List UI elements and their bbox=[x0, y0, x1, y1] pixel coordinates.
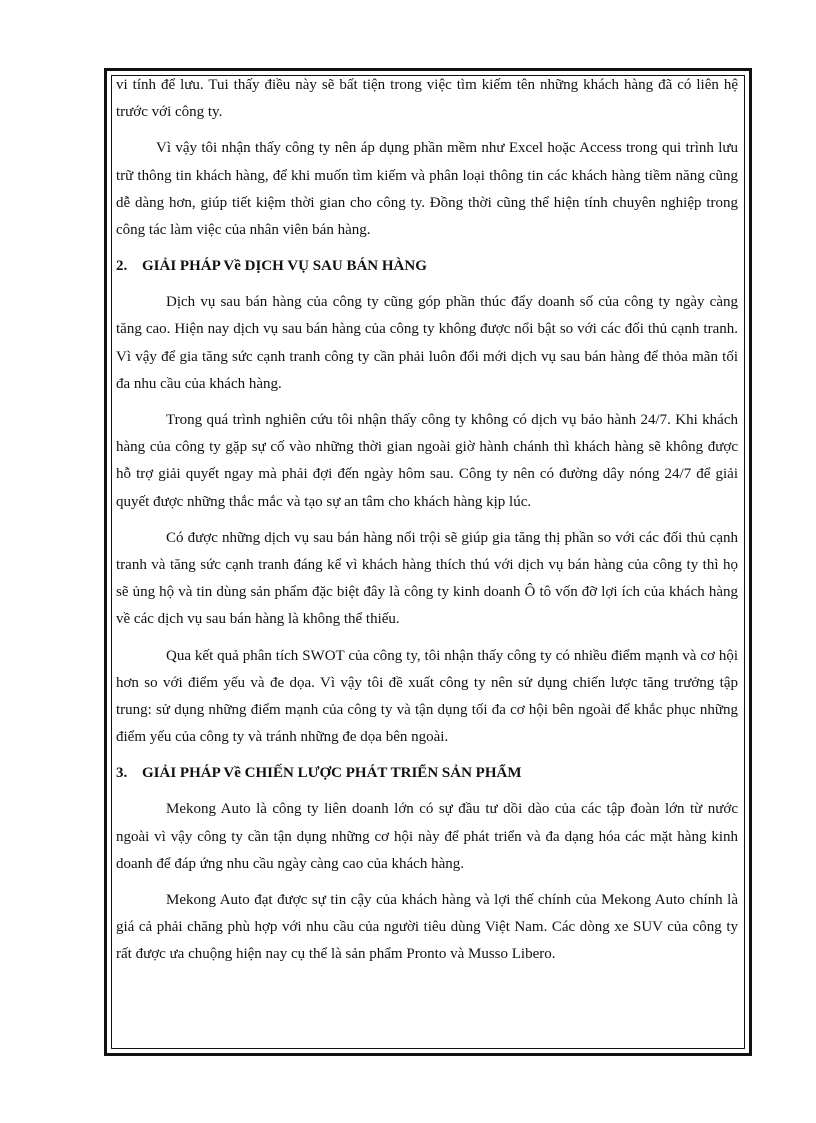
paragraph: Trong quá trình nghiên cứu tôi nhận thấy công ty không có dịch vụ bảo hành 24/7. Khi khách hàng của công ty gặp sự cố vào những thời gian ngoài giờ hành chánh thì khách hàng sẽ không được hỗ trợ giải quyết ngay mà phải đợi đến ngày hôm sau. Công ty nên có đường dây nóng 24/7 để giải quyết được những thắc mắc và tạo sự an tâm cho khách hàng kịp lúc. bbox=[116, 412, 738, 510]
section-3-title: GIẢI PHÁP Về CHIẾN LƯỢC PHÁT TRIỂN SẢN PHẨM bbox=[142, 765, 522, 782]
paragraph: Qua kết quả phân tích SWOT của công ty, tôi nhận thấy công ty có nhiều điểm mạnh và cơ hội hơn so với điểm yếu và đe dọa. Vì vậy tôi đề xuất công ty nên sử dụng chiến lược tăng trưởng tập trung: sử dụng những điểm mạnh của công ty và tận dụng tối đa cơ hội bên ngoài để khắc phục những điểm yếu của công ty và tránh những đe dọa bên ngoài. bbox=[116, 647, 738, 746]
section-2-heading bbox=[116, 253, 738, 280]
paragraph: Dịch vụ sau bán hàng của công ty cũng góp phần thúc đẩy doanh số của công ty ngày càng tăng cao. Hiện nay dịch vụ sau bán hàng của công ty không được nổi bật so với các đối thủ cạnh tranh. Vì vậy để gia tăng sức cạnh tranh công ty cần phải luôn đổi mới dịch vụ sau bán hàng để thỏa mãn tối đa nhu cầu của khách hàng. bbox=[116, 294, 738, 392]
section-2-number: 2. bbox=[116, 258, 128, 275]
document-body bbox=[116, 72, 738, 978]
paragraph-software-recommendation: Vì vậy tôi nhận thấy công ty nên áp dụng phần mềm như Excel hoặc Access trong qui trình lưu trữ thông tin khách hàng, để khi muốn tìm kiếm và phân loại thông tin các khách hàng tiềm năng cũng dễ dàng hơn, giúp tiết kiệm thời gian cho công ty. Đồng thời cũng thể hiện tính chuyên nghiệp trong công tác làm việc của nhân viên bán hàng. bbox=[116, 140, 738, 239]
paragraph: Có được những dịch vụ sau bán hàng nổi trội sẽ giúp gia tăng thị phần so với các đối thủ cạnh tranh và tăng sức cạnh tranh đáng kể vì khách hàng thích thú với dịch vụ bán hàng của công ty thì họ sẽ ủng hộ và tin dùng sản phẩm đặc biệt đây là công ty kinh doanh Ô tô vốn đỡ lợi ích của khách hàng về các dịch vụ sau bán hàng là không thể thiếu. bbox=[116, 529, 738, 628]
paragraph-continuation: vi tính để lưu. Tui thấy điều này sẽ bất tiện trong việc tìm kiếm tên những khách hàng đã có liên hệ trước với công ty. bbox=[116, 77, 738, 121]
section-3-number: 3. bbox=[116, 765, 128, 782]
section-3-heading bbox=[116, 760, 738, 787]
paragraph: Mekong Auto là công ty liên doanh lớn có sự đầu tư dồi dào của các tập đoàn lớn từ nước ngoài vì vậy công ty cần tận dụng những cơ hội này để phát triển và đa dạng hóa các mặt hàng kinh doanh để đáp ứng nhu cầu ngày càng cao của khách hàng. bbox=[116, 801, 738, 872]
section-2-title: GIẢI PHÁP Về DỊCH VỤ SAU BÁN HÀNG bbox=[142, 258, 427, 275]
paragraph: Mekong Auto đạt được sự tin cậy của khách hàng và lợi thế chính của Mekong Auto chính là giá cả phải chăng phù hợp với nhu cầu của người tiêu dùng Việt Nam. Các dòng xe SUV của công ty rất được ưa chuộng hiện nay cụ thể là sản phẩm Pronto và Musso Libero. bbox=[116, 892, 738, 963]
